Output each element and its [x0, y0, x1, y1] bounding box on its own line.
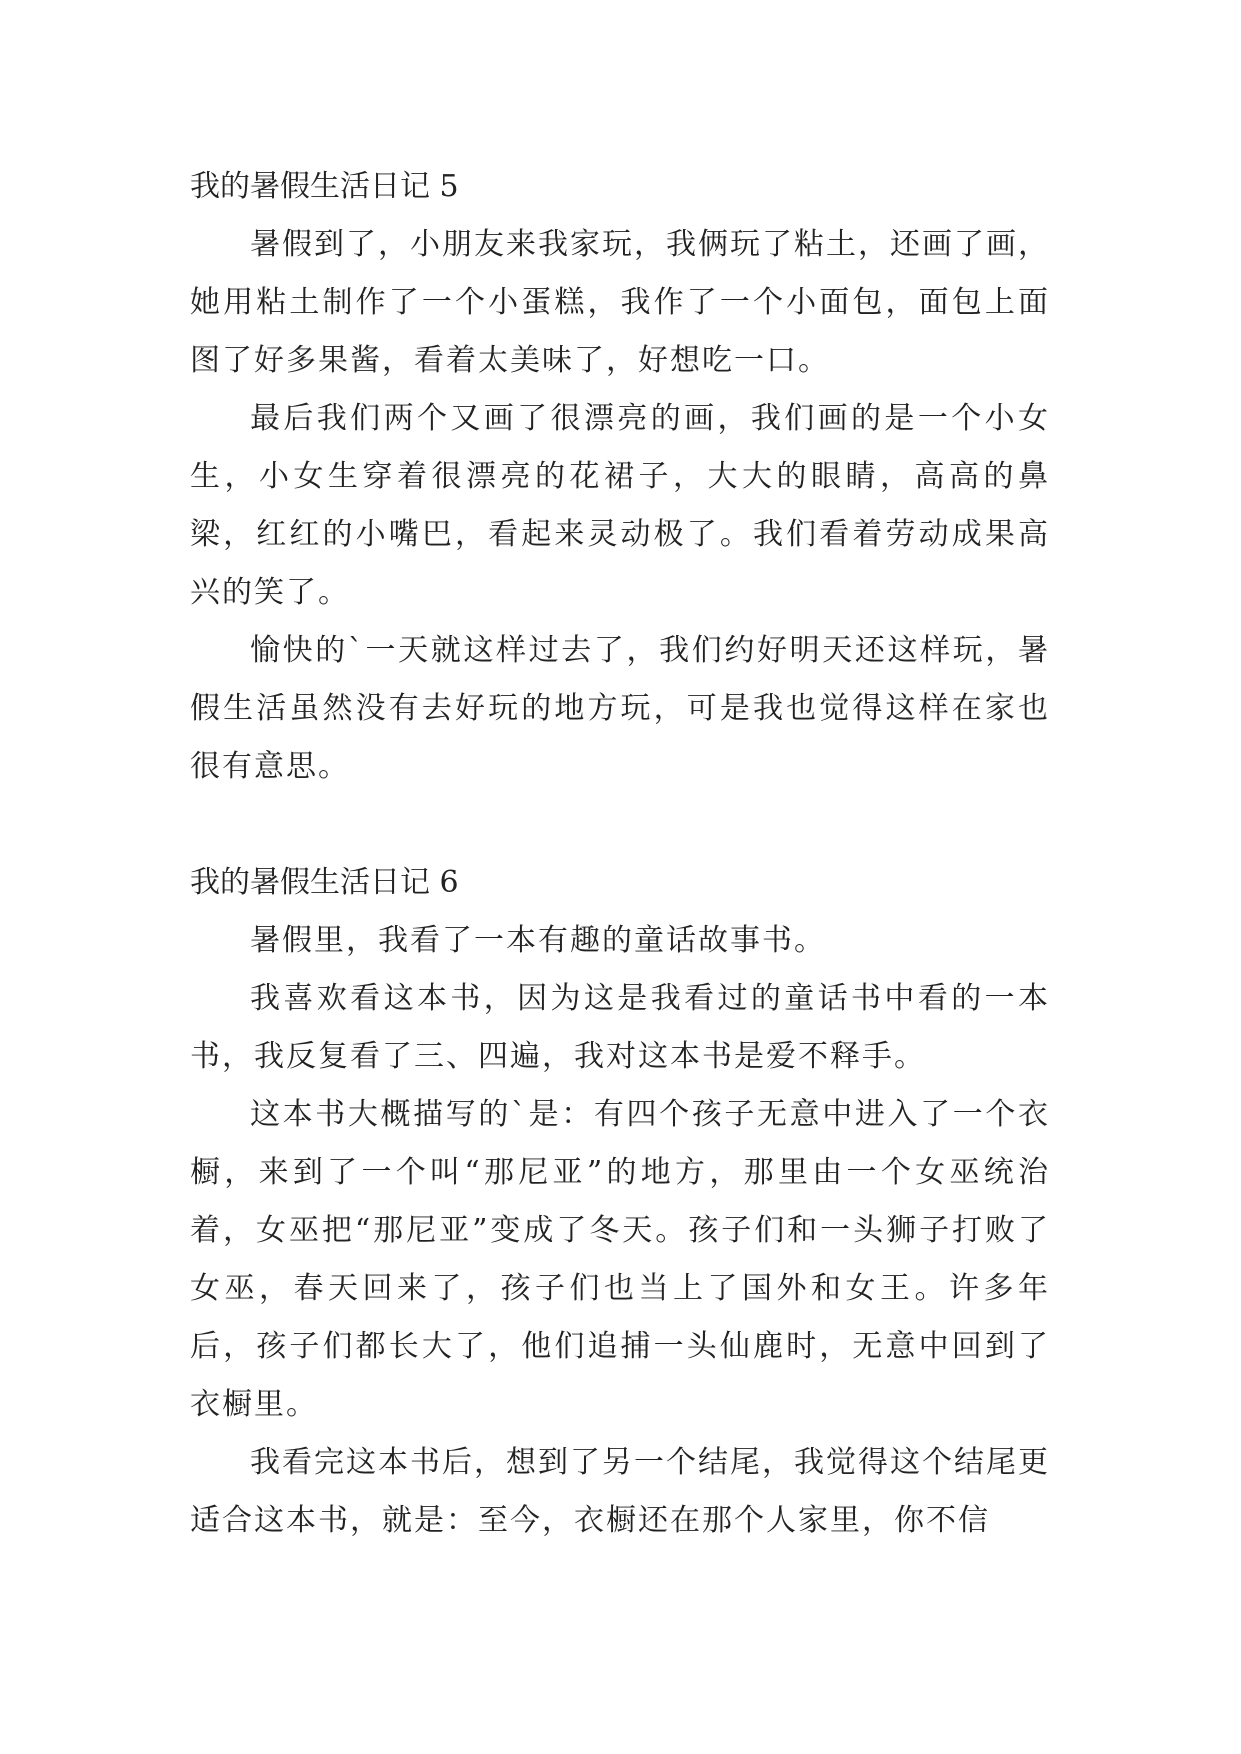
- entry-paragraph: 暑假到了，小朋友来我家玩，我俩玩了粘土，还画了画，她用粘土制作了一个小蛋糕，我作了一个小面包，面包上面图了好多果酱，看着太美味了，好想吃一口。: [190, 227, 1050, 378]
- entry-paragraph: 我喜欢看这本书，因为这是我看过的童话书中看的一本书，我反复看了三、四遍，我对这本书是爱不释手。: [190, 981, 1050, 1074]
- entry-title: 我的暑假生活日记 5: [190, 169, 459, 204]
- entry-paragraph: 愉快的`一天就这样过去了，我们约好明天还这样玩，暑假生活虽然没有去好玩的地方玩，可是我也觉得这样在家也很有意思。: [190, 633, 1050, 784]
- document-page: [190, 158, 1050, 1550]
- section-spacer: [190, 796, 1050, 854]
- entry-title: 我的暑假生活日记 6: [190, 865, 459, 900]
- entry-paragraph: 这本书大概描写的`是：有四个孩子无意中进入了一个衣橱，来到了一个叫“那尼亚”的地方，那里由一个女巫统治着，女巫把“那尼亚”变成了冬天。孩子们和一头狮子打败了女巫，春天回来了，孩子们也当上了国外和女王。许多年后，孩子们都长大了，他们追捕一头仙鹿时，无意中回到了衣橱里。: [190, 1097, 1050, 1422]
- diary-entry-5: [190, 158, 1050, 796]
- entry-paragraph: 暑假里，我看了一本有趣的童话故事书。: [250, 923, 826, 958]
- entry-paragraph: 最后我们两个又画了很漂亮的画，我们画的是一个小女生，小女生穿着很漂亮的花裙子，大大的眼睛，高高的鼻梁，红红的小嘴巴，看起来灵动极了。我们看着劳动成果高兴的笑了。: [190, 401, 1050, 610]
- entry-paragraph: 我看完这本书后，想到了另一个结尾，我觉得这个结尾更适合这本书，就是：至今，衣橱还在那个人家里，你不信: [190, 1445, 1050, 1538]
- diary-entry-6: [190, 854, 1050, 1550]
